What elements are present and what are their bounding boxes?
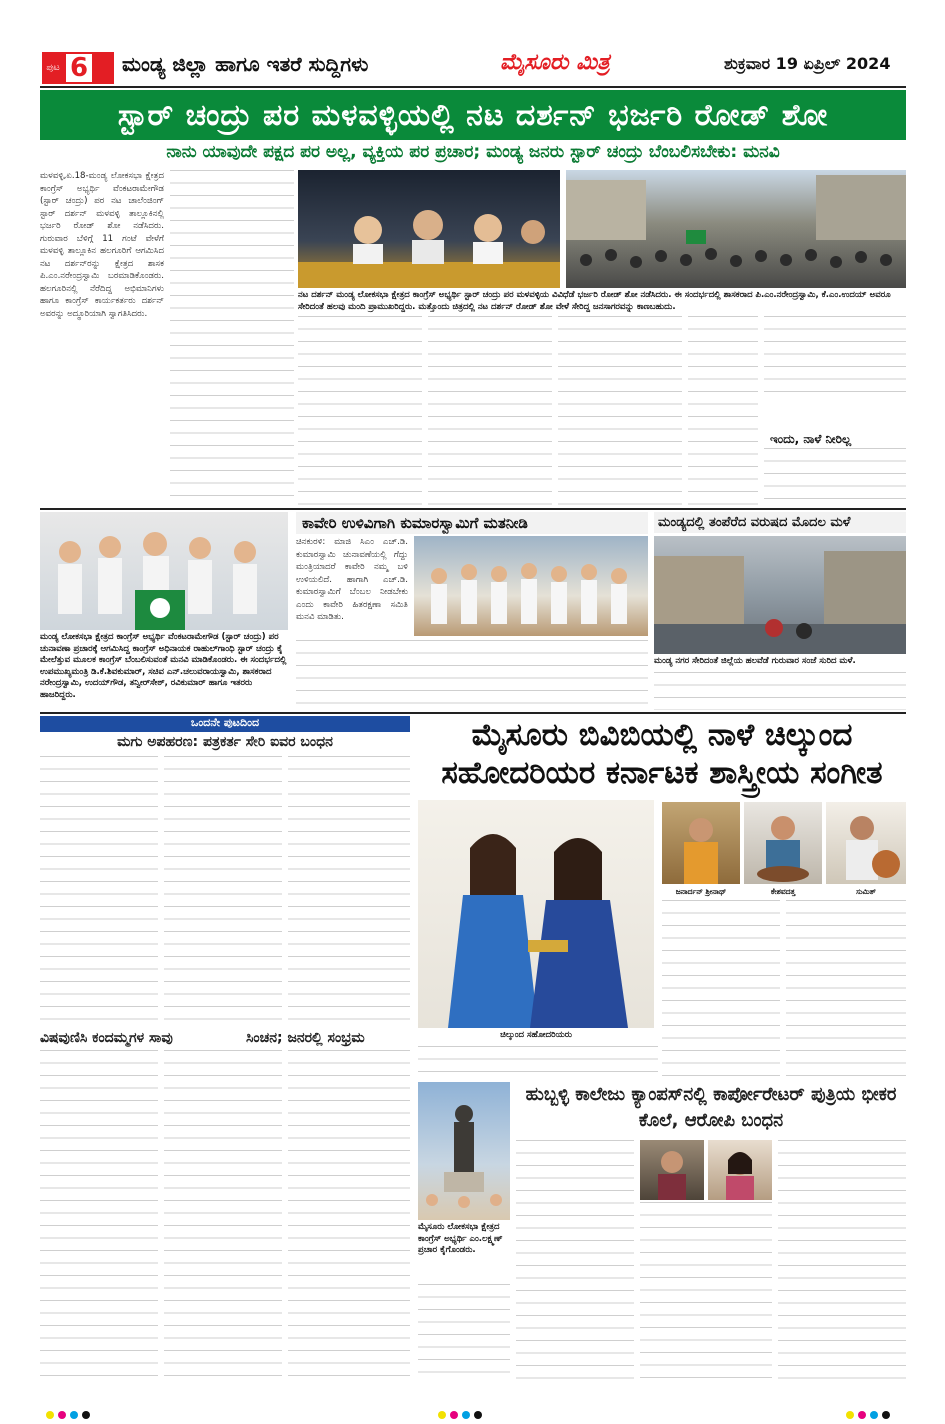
rally-illustration [40,512,288,630]
rahul-photo-caption: ಮಂಡ್ಯ ಲೋಕಸಭಾ ಕ್ಷೇತ್ರದ ಕಾಂಗ್ರೆಸ್ ಅಭ್ಯರ್ಥಿ ವೆಂಕಟರಾಮೇಗೌಡ (ಸ್ಟಾರ್ ಚಂದ್ರು) ಪರ ಚುನಾವಣಾ ಪ್ರಚಾರಕ್ಕೆ ಆಗಮಿಸಿದ್ದ ಕಾಂಗ್ರೆಸ್ ಅಧಿನಾಯಕ ರಾಹುಲ್‌ಗಾಂಧಿ ಸ್ಟಾರ್ ಚಂದ್ರು ಕೈ ಮೇಲೆತ್ತುವ ಮೂಲಕ ಕಾಂಗ್ರೆಸ್ ಬೆಂಬಲಿಸುವಂತೆ ಮನವಿ ಮಾಡಿಕೊಂಡರು. ಈ ಸಂದರ್ಭದಲ್ಲಿ ಉಪಮುಖ್ಯಮಂತ್ರಿ ಡಿ.ಕೆ.ಶಿವಕುಮಾರ್, ಸಚಿವ ಎನ್.ಚಲುವರಾಯಸ್ವಾಮಿ, ಶಾಸಕರಾದ ನರೇಂದ್ರಸ್ವಾಮಿ, ಉದಯ್‌ಗೌಡ, ತನ್ವೀರ್‌ಸೇಠ್, ರವಿಕುಮಾರ್ ಹಾಗೂ ಇತರರು ಹಾಜರಿದ್ದರು. [40,632,287,700]
divider [40,508,906,510]
lead-body-col-5 [558,316,682,506]
artist-caption-1: ಜನಾರ್ದನ್ ಶ್ರೀನಾಥ್ [675,887,727,896]
artist-photo-2 [744,802,822,884]
victim-photo-1 [640,1140,704,1200]
hubballi-body-1 [516,1140,634,1384]
page-number-badge [42,52,114,84]
music-body-bottom [418,1046,658,1080]
lead-body-col-3 [298,316,422,506]
sisters-caption: ಚಿಲ್ಕುಂದ ಸಹೋದರಿಯರು [500,1030,572,1040]
stage-illustration [298,170,560,288]
cauvery-body-cols [296,640,648,710]
lead-headline: ಸ್ಟಾರ್ ಚಂದ್ರು ಪರ ಮಳವಳ್ಳಿಯಲ್ಲಿ ನಟ ದರ್ಶನ್ ಭರ್ಜರಿ ರೋಡ್ ಶೋ [40,90,906,140]
water-notice-body [764,448,906,506]
color-registration-dots-center [438,1404,486,1423]
water-notice-headline: ಇಂದು, ನಾಳೆ ನೀರಿಲ್ಲ [770,432,852,446]
statue-photo [418,1082,510,1220]
poison-body-1 [40,1050,158,1384]
lead-body-col-1: ಮಳವಳ್ಳಿ,ಏ.18-ಮಂಡ್ಯ ಲೋಕಸಭಾ ಕ್ಷೇತ್ರದ ಕಾಂಗ್ರೆಸ್ ಅಭ್ಯರ್ಥಿ ವೆಂಕಟರಾಮೇಗೌಡ (ಸ್ಟಾರ್ ಚಂದ್ರು) ಪರ ನಟ ಚಾಲೆಂಜಿಂಗ್ ಸ್ಟಾರ್ ದರ್ಶನ್ ಮಳವಳ್ಳಿ ತಾಲ್ಲೂಕಿನಲ್ಲಿ ಭರ್ಜರಿ ರೋಡ್ ಶೋ ನಡೆಸಿದರು. ಗುರುವಾರ ಬೆಳಿಗ್ಗೆ 11 ಗಂಟೆ ವೇಳೆಗೆ ಮಳವಳ್ಳಿ ತಾಲ್ಲೂಕಿನ ಹಲಗೂರಿಗೆ ಆಗಮಿಸಿದ ನಟ ದರ್ಶನ್‌ರನ್ನು ಕ್ಷೇತ್ರದ ಶಾಸಕ ಪಿ.ಎಂ.ನರೇಂದ್ರಸ್ವಾಮಿ ಬರಮಾಡಿಕೊಂಡರು. ಹಲಗೂರಿನಲ್ಲಿ ನೆರೆದಿದ್ದ ಅಭಿಮಾನಿಗಳು ಹಾಗೂ ಕಾಂಗ್ರೆಸ್ ಕಾರ್ಯಕರ್ತರು ದರ್ಶನ್ ಅವರನ್ನು ಅದ್ಧೂರಿಯಾಗಿ ಸ್ವಾಗತಿಸಿದರು. [40,171,164,319]
sinchana-body [288,1050,410,1384]
paper-name: ಮೈಸೂರು ಮಿತ್ರ [500,50,610,75]
artist-1-illustration [662,802,740,884]
artist-caption-3: ಸುಮಿತ್ [856,887,876,896]
color-registration-dots-right [846,1404,894,1423]
continued-tag: ಒಂದನೇ ಪುಟದಿಂದ [40,716,410,732]
lead-body-col-2 [170,170,294,500]
music-headline: ಮೈಸೂರು ಬಿವಿಬಿಯಲ್ಲಿ ನಾಳೆ ಚಿಲ್ಕುಂದ ಸಹೋದರಿಯರ ಕರ್ನಾಟಕ ಶಾಸ್ತ್ರೀಯ ಸಂಗೀತ [441,717,883,791]
divider [40,712,906,714]
artist-photo-3 [826,802,906,884]
section-title: ಮಂಡ್ಯ ಜಿಲ್ಲಾ ಹಾಗೂ ಇತರೆ ಸುದ್ದಿಗಳು [122,52,369,76]
music-body-right-1 [662,900,780,1076]
music-body-right-2 [786,900,906,1076]
victim-2-illustration [708,1140,772,1200]
lead-photo-crowd [566,170,906,288]
rain-headline: ಮಂಡ್ಯದಲ್ಲಿ ತಂಪೆರೆದ ವರುಷದ ಮೊದಲ ಮಳೆ [654,512,906,533]
lead-body-col-4 [428,316,552,506]
rain-street-illustration [654,536,906,654]
rain-photo-caption: ಮಂಡ್ಯ ನಗರ ಸೇರಿದಂತೆ ಜಿಲ್ಲೆಯ ಹಲವೆಡೆ ಗುರುವಾರ ಸಂಜೆ ಸುರಿದ ಮಳೆ. [654,656,856,666]
artist-photo-1 [662,802,740,884]
cauvery-photo [414,536,648,636]
poison-headline: ವಿಷವುಣಿಸಿ ಕಂದಮ್ಮಗಳ ಸಾವು [40,1030,173,1046]
poison-body-2 [164,1050,282,1384]
dateline: ಶುಕ್ರವಾರ 19 ಏಪ್ರಿಲ್ 2024 [724,54,891,73]
artist-caption-2: ಕೇಶವದತ್ತ [770,887,796,896]
lead-photo-stage [298,170,560,288]
color-registration-dots-left [46,1404,94,1423]
page-number: 6 [66,54,92,82]
artist-2-illustration [744,802,822,884]
victim-1-illustration [640,1140,704,1200]
statue-caption: ಮೈಸೂರು ಲೋಕಸಭಾ ಕ್ಷೇತ್ರದ ಕಾಂಗ್ರೆಸ್ ಅಭ್ಯರ್ಥಿ ಎಂ.ಲಕ್ಷ್ಮಣ್ ಪ್ರಚಾರ ಕೈಗೊಂಡರು. [418,1222,503,1255]
rain-side-column [764,316,906,396]
rain-photo [654,536,906,654]
hubballi-body-3 [778,1140,906,1384]
lead-photo-caption: ನಟ ದರ್ಶನ್ ಮಂಡ್ಯ ಲೋಕಸಭಾ ಕ್ಷೇತ್ರದ ಕಾಂಗ್ರೆಸ್ ಅಭ್ಯರ್ಥಿ ಸ್ಟಾರ್ ಚಂದ್ರು ಪರ ಮಳವಳ್ಳಿಯ ವಿವಿಧೆಡೆ ಭರ್ಜರಿ ರೋಡ್ ಶೋ ನಡೆಸಿದರು. ಈ ಸಂದರ್ಭದಲ್ಲಿ ಶಾಸಕರಾದ ಪಿ.ಎಂ.ನರೇಂದ್ರಸ್ವಾಮಿ, ಕೆ.ಎಂ.ಉದಯ್ ಅವರೂ ಸೇರಿದಂತೆ ಹಲವು ಮಂದಿ ಪ್ರಾಮುಖರಿದ್ದರು. ಮತ್ತೊಂದು ಚಿತ್ರದಲ್ಲಿ ನಟ ದರ್ಶನ್ ರೋಡ್ ಶೋ ವೇಳೆ ಸೇರಿದ್ದ ಜನಸಾಗರವನ್ನು ಕಾಣಬಹುದು. [298,290,891,312]
crowd-illustration [566,170,906,288]
hubballi-body-2 [640,1202,772,1384]
rahul-rally-photo [40,512,288,630]
sinchana-headline: ಸಿಂಚನ; ಜನರಲ್ಲಿ ಸಂಭ್ರಮ [246,1030,365,1046]
statue-body [418,1284,510,1384]
kidnap-body-3 [288,756,410,1026]
kidnap-headline: ಮಗು ಅಪಹರಣ: ಪತ್ರಕರ್ತ ಸೇರಿ ಐವರ ಬಂಧನ [117,734,333,750]
lead-subhead: ನಾನು ಯಾವುದೇ ಪಕ್ಷದ ಪರ ಅಲ್ಲ, ವ್ಯಕ್ತಿಯ ಪರ ಪ್ರಚಾರ; ಮಂಡ್ಯ ಜನರು ಸ್ಟಾರ್ ಚಂದ್ರು ಬೆಂಬಲಿಸಬೇಕು: ಮನವಿ [166,142,780,162]
lead-body-col-6 [688,316,758,506]
victim-photo-2 [708,1140,772,1200]
cauvery-body: ಚಿನಕುರಳಿ: ಮಾಜಿ ಸಿಎಂ ಎಚ್.ಡಿ. ಕುಮಾರಸ್ವಾಮಿ ಚುನಾವಣೆಯಲ್ಲಿ ಗೆದ್ದು ಮಂತ್ರಿಯಾದರೆ ಕಾವೇರಿ ನಮ್ಮ ಬಳಿ ಉಳಿಯಲಿದೆ. ಹಾಗಾಗಿ ಎಚ್.ಡಿ. ಕುಮಾರಸ್ವಾಮಿಗೆ ಬೆಂಬಲ ನೀಡಬೇಕು ಎಂದು ಕಾವೇರಿ ಹಿತರಕ್ಷಣಾ ಸಮಿತಿ ಮನವಿ ಮಾಡಿತು. [296,537,408,622]
page-label: ಪುಟ [46,63,60,73]
cauvery-group-illustration [414,536,648,636]
kidnap-body-1 [40,756,158,1026]
rain-body [654,672,906,710]
cauvery-headline: ಕಾವೇರಿ ಉಳಿವಿಗಾಗಿ ಕುಮಾರಸ್ವಾಮಿಗೆ ಮತನೀಡಿ [296,512,648,534]
statue-illustration [418,1082,510,1220]
sisters-photo [418,800,654,1028]
artist-3-illustration [826,802,906,884]
kidnap-body-2 [164,756,282,1026]
sisters-illustration [418,800,654,1028]
hubballi-headline: ಹುಬ್ಬಳ್ಳಿ ಕಾಲೇಜು ಕ್ಯಾಂಪಸ್‌ನಲ್ಲಿ ಕಾರ್ಪೋರೇಟರ್ ಪುತ್ರಿಯ ಭೀಕರ ಕೊಲೆ, ಆರೋಪಿ ಬಂಧನ [525,1084,897,1131]
